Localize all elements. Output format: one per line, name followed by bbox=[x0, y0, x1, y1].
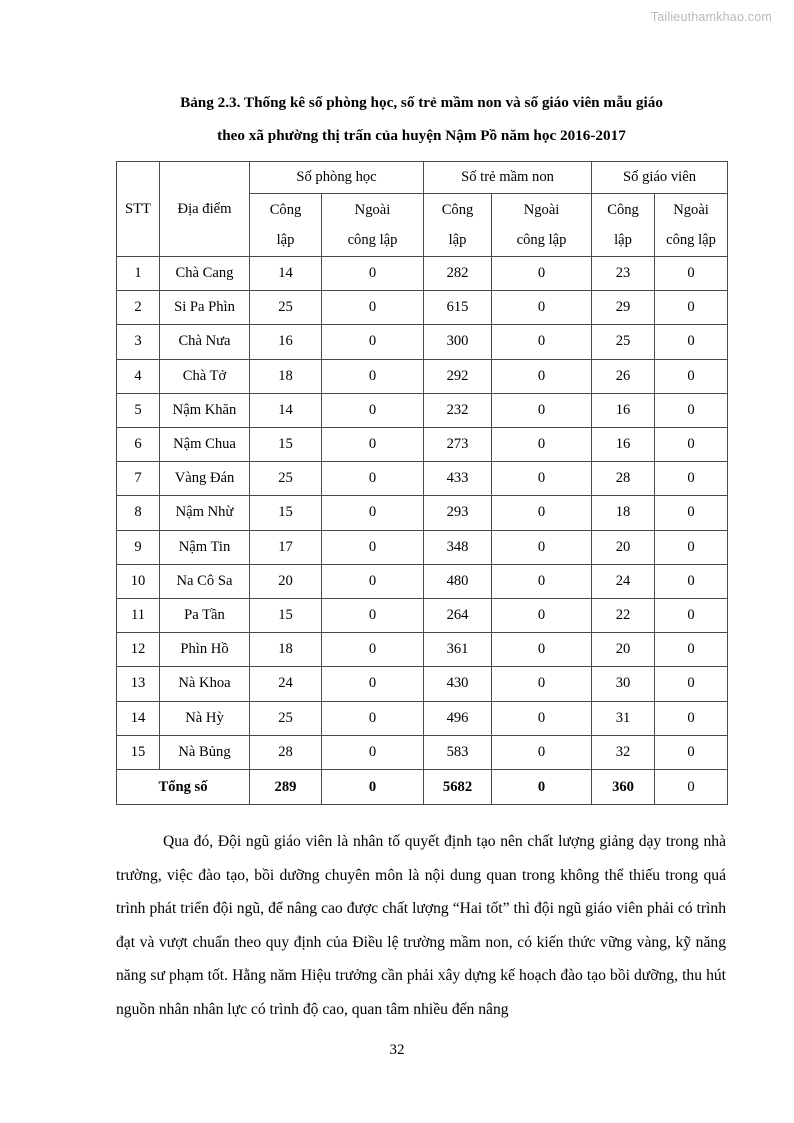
cell-teachers-private: 0 bbox=[655, 667, 728, 701]
page-number: 32 bbox=[389, 1042, 405, 1058]
cell-rooms-public: 18 bbox=[250, 633, 322, 667]
cell-teachers-private: 0 bbox=[655, 530, 728, 564]
cell-teachers-private: 0 bbox=[655, 359, 728, 393]
cell-children-private: 0 bbox=[492, 564, 592, 598]
cell-children-public: 480 bbox=[424, 564, 492, 598]
cell-children-private: 0 bbox=[492, 428, 592, 462]
cell-teachers-private: 0 bbox=[655, 428, 728, 462]
column-header-stt: STT bbox=[117, 162, 160, 257]
cell-rooms-public: 28 bbox=[250, 735, 322, 769]
table-row bbox=[117, 564, 728, 598]
cell-rooms-public: 25 bbox=[250, 701, 322, 735]
cell-children-private: 0 bbox=[492, 257, 592, 291]
cell-place: Chà Nưa bbox=[160, 325, 250, 359]
statistics-table bbox=[116, 161, 728, 805]
cell-rooms-private: 0 bbox=[322, 291, 424, 325]
cell-rooms-public: 14 bbox=[250, 257, 322, 291]
cell-children-public: 282 bbox=[424, 257, 492, 291]
page-content bbox=[116, 86, 727, 1027]
cell-stt: 10 bbox=[117, 564, 160, 598]
cell-teachers-private: 0 bbox=[655, 393, 728, 427]
cell-teachers-public: 26 bbox=[592, 359, 655, 393]
cell-teachers-private: 0 bbox=[655, 599, 728, 633]
cell-stt: 13 bbox=[117, 667, 160, 701]
cell-children-public: 292 bbox=[424, 359, 492, 393]
cell-rooms-public: 15 bbox=[250, 496, 322, 530]
table-row bbox=[117, 257, 728, 291]
column-header-teachers-private bbox=[655, 194, 728, 257]
cell-place: Na Cô Sa bbox=[160, 564, 250, 598]
cell-teachers-private: 0 bbox=[655, 564, 728, 598]
table-row bbox=[117, 291, 728, 325]
cell-stt: 9 bbox=[117, 530, 160, 564]
cell-teachers-public: 16 bbox=[592, 428, 655, 462]
cell-stt: 4 bbox=[117, 359, 160, 393]
cell-teachers-public: 29 bbox=[592, 291, 655, 325]
cell-children-public: 300 bbox=[424, 325, 492, 359]
cell-rooms-private: 0 bbox=[322, 564, 424, 598]
cell-children-public: 583 bbox=[424, 735, 492, 769]
cell-place: Nà Bủng bbox=[160, 735, 250, 769]
table-row bbox=[117, 462, 728, 496]
cell-place: Nà Hỳ bbox=[160, 701, 250, 735]
cell-stt: 1 bbox=[117, 257, 160, 291]
table-total-row bbox=[117, 770, 728, 805]
cell-teachers-private: 0 bbox=[655, 257, 728, 291]
label-private-line1: Ngoài bbox=[523, 202, 560, 218]
table-header-row-groups bbox=[117, 162, 728, 194]
body-paragraph: Qua đó, Đội ngũ giáo viên là nhân tố quyết định tạo nên chất lượng giảng dạy trong nhà trường, việc đào tạo, bồi dưỡng chuyên môn là nội dung quan trong không thể thiếu trong quá trình phát triển đội ngũ, để nâng cao được chất lượng “Hai tốt” thì đội ngũ giáo viên phải có trình đạt và vượt chuẩn theo quy định của Điều lệ trường mầm non, có kiến thức vững vàng, kỹ năng năng sư phạm tốt. Hằng năm Hiệu trưởng cần phải xây dựng kế hoạch đào tạo bồi dưỡng, thu hút nguồn nhân nhân lực có trình độ cao, quan tâm nhiều đến nâng bbox=[116, 833, 726, 1019]
cell-teachers-public: 20 bbox=[592, 633, 655, 667]
column-header-rooms-private bbox=[322, 194, 424, 257]
label-public-line1: Công bbox=[269, 202, 302, 218]
cell-teachers-public: 22 bbox=[592, 599, 655, 633]
cell-place: Pa Tần bbox=[160, 599, 250, 633]
cell-rooms-private: 0 bbox=[322, 257, 424, 291]
label-public-line2: lập bbox=[448, 232, 467, 248]
cell-children-private: 0 bbox=[492, 701, 592, 735]
table-row bbox=[117, 735, 728, 769]
cell-children-public: 293 bbox=[424, 496, 492, 530]
table-row bbox=[117, 701, 728, 735]
label-public-line1: Công bbox=[441, 202, 474, 218]
cell-stt: 7 bbox=[117, 462, 160, 496]
cell-teachers-private: 0 bbox=[655, 633, 728, 667]
label-private-line1: Ngoài bbox=[354, 202, 391, 218]
label-private-line2: công lập bbox=[347, 232, 398, 248]
total-teachers-public: 360 bbox=[592, 770, 655, 805]
cell-rooms-private: 0 bbox=[322, 735, 424, 769]
cell-rooms-public: 24 bbox=[250, 667, 322, 701]
column-group-header-rooms: Số phòng học bbox=[250, 162, 424, 194]
cell-place: Phìn Hồ bbox=[160, 633, 250, 667]
cell-place: Vàng Đán bbox=[160, 462, 250, 496]
column-header-place: Địa điểm bbox=[160, 162, 250, 257]
table-row bbox=[117, 667, 728, 701]
cell-children-public: 264 bbox=[424, 599, 492, 633]
column-group-header-children: Số trẻ mầm non bbox=[424, 162, 592, 194]
cell-rooms-private: 0 bbox=[322, 325, 424, 359]
cell-rooms-private: 0 bbox=[322, 359, 424, 393]
cell-place: Nậm Chua bbox=[160, 428, 250, 462]
cell-teachers-public: 31 bbox=[592, 701, 655, 735]
cell-teachers-public: 32 bbox=[592, 735, 655, 769]
cell-children-private: 0 bbox=[492, 599, 592, 633]
cell-stt: 12 bbox=[117, 633, 160, 667]
cell-stt: 6 bbox=[117, 428, 160, 462]
label-private-line2: công lập bbox=[666, 232, 716, 248]
cell-rooms-public: 18 bbox=[250, 359, 322, 393]
cell-teachers-private: 0 bbox=[655, 735, 728, 769]
cell-rooms-public: 20 bbox=[250, 564, 322, 598]
cell-teachers-private: 0 bbox=[655, 462, 728, 496]
cell-rooms-private: 0 bbox=[322, 462, 424, 496]
label-public-line1: Công bbox=[607, 202, 639, 218]
cell-children-public: 232 bbox=[424, 393, 492, 427]
cell-teachers-public: 25 bbox=[592, 325, 655, 359]
cell-teachers-public: 28 bbox=[592, 462, 655, 496]
label-public-line2: lập bbox=[614, 232, 632, 248]
cell-children-private: 0 bbox=[492, 667, 592, 701]
cell-stt: 8 bbox=[117, 496, 160, 530]
total-rooms-public: 289 bbox=[250, 770, 322, 805]
table-header bbox=[117, 162, 728, 257]
total-rooms-private: 0 bbox=[322, 770, 424, 805]
cell-place: Si Pa Phìn bbox=[160, 291, 250, 325]
cell-teachers-private: 0 bbox=[655, 701, 728, 735]
cell-rooms-private: 0 bbox=[322, 428, 424, 462]
column-header-children-public bbox=[424, 194, 492, 257]
cell-children-private: 0 bbox=[492, 530, 592, 564]
cell-teachers-public: 18 bbox=[592, 496, 655, 530]
label-public-line2: lập bbox=[276, 232, 295, 248]
cell-stt: 15 bbox=[117, 735, 160, 769]
cell-children-private: 0 bbox=[492, 633, 592, 667]
cell-rooms-public: 14 bbox=[250, 393, 322, 427]
cell-children-public: 433 bbox=[424, 462, 492, 496]
cell-children-public: 273 bbox=[424, 428, 492, 462]
cell-teachers-public: 30 bbox=[592, 667, 655, 701]
table-caption-line-2: theo xã phường thị trấn của huyện Nậm Pồ năm học 2016-2017 bbox=[217, 127, 626, 144]
table-row bbox=[117, 393, 728, 427]
cell-place: Chà Cang bbox=[160, 257, 250, 291]
table-row bbox=[117, 496, 728, 530]
cell-rooms-private: 0 bbox=[322, 393, 424, 427]
cell-children-public: 496 bbox=[424, 701, 492, 735]
cell-children-private: 0 bbox=[492, 291, 592, 325]
cell-rooms-public: 25 bbox=[250, 291, 322, 325]
table-row bbox=[117, 530, 728, 564]
column-group-header-teachers: Số giáo viên bbox=[592, 162, 728, 194]
cell-rooms-private: 0 bbox=[322, 599, 424, 633]
cell-children-public: 361 bbox=[424, 633, 492, 667]
cell-teachers-public: 24 bbox=[592, 564, 655, 598]
cell-stt: 3 bbox=[117, 325, 160, 359]
cell-teachers-public: 20 bbox=[592, 530, 655, 564]
cell-rooms-private: 0 bbox=[322, 667, 424, 701]
cell-rooms-public: 25 bbox=[250, 462, 322, 496]
cell-rooms-private: 0 bbox=[322, 496, 424, 530]
table-row bbox=[117, 325, 728, 359]
cell-children-private: 0 bbox=[492, 393, 592, 427]
total-children-private: 0 bbox=[492, 770, 592, 805]
cell-rooms-public: 15 bbox=[250, 428, 322, 462]
cell-teachers-public: 23 bbox=[592, 257, 655, 291]
column-header-children-private bbox=[492, 194, 592, 257]
cell-place: Nậm Khăn bbox=[160, 393, 250, 427]
table-caption bbox=[116, 86, 727, 152]
cell-rooms-private: 0 bbox=[322, 701, 424, 735]
cell-rooms-public: 16 bbox=[250, 325, 322, 359]
cell-children-private: 0 bbox=[492, 359, 592, 393]
cell-rooms-private: 0 bbox=[322, 633, 424, 667]
cell-children-public: 430 bbox=[424, 667, 492, 701]
cell-teachers-private: 0 bbox=[655, 496, 728, 530]
cell-stt: 5 bbox=[117, 393, 160, 427]
cell-place: Nà Khoa bbox=[160, 667, 250, 701]
table-body bbox=[117, 257, 728, 805]
label-private-line1: Ngoài bbox=[673, 202, 709, 218]
table-row bbox=[117, 633, 728, 667]
cell-teachers-private: 0 bbox=[655, 325, 728, 359]
cell-stt: 11 bbox=[117, 599, 160, 633]
cell-children-private: 0 bbox=[492, 325, 592, 359]
watermark: Tailieuthamkhao.com bbox=[650, 10, 772, 24]
column-header-teachers-public bbox=[592, 194, 655, 257]
column-header-rooms-public bbox=[250, 194, 322, 257]
cell-children-public: 615 bbox=[424, 291, 492, 325]
cell-stt: 2 bbox=[117, 291, 160, 325]
cell-teachers-public: 16 bbox=[592, 393, 655, 427]
total-teachers-private: 0 bbox=[655, 770, 728, 805]
table-row bbox=[117, 599, 728, 633]
table-caption-line-1: Bảng 2.3. Thống kê số phòng học, số trẻ mầm non và số giáo viên mẫu giáo bbox=[180, 94, 663, 111]
cell-rooms-private: 0 bbox=[322, 530, 424, 564]
table-row bbox=[117, 359, 728, 393]
cell-place: Nậm Tin bbox=[160, 530, 250, 564]
cell-teachers-private: 0 bbox=[655, 291, 728, 325]
cell-children-private: 0 bbox=[492, 462, 592, 496]
cell-rooms-public: 17 bbox=[250, 530, 322, 564]
cell-place: Chà Tở bbox=[160, 359, 250, 393]
cell-children-private: 0 bbox=[492, 496, 592, 530]
table-row bbox=[117, 428, 728, 462]
total-children-public: 5682 bbox=[424, 770, 492, 805]
total-label: Tổng số bbox=[117, 770, 250, 805]
label-private-line2: công lập bbox=[516, 232, 567, 248]
cell-place: Nậm Nhừ bbox=[160, 496, 250, 530]
cell-stt: 14 bbox=[117, 701, 160, 735]
cell-rooms-public: 15 bbox=[250, 599, 322, 633]
cell-children-public: 348 bbox=[424, 530, 492, 564]
cell-children-private: 0 bbox=[492, 735, 592, 769]
